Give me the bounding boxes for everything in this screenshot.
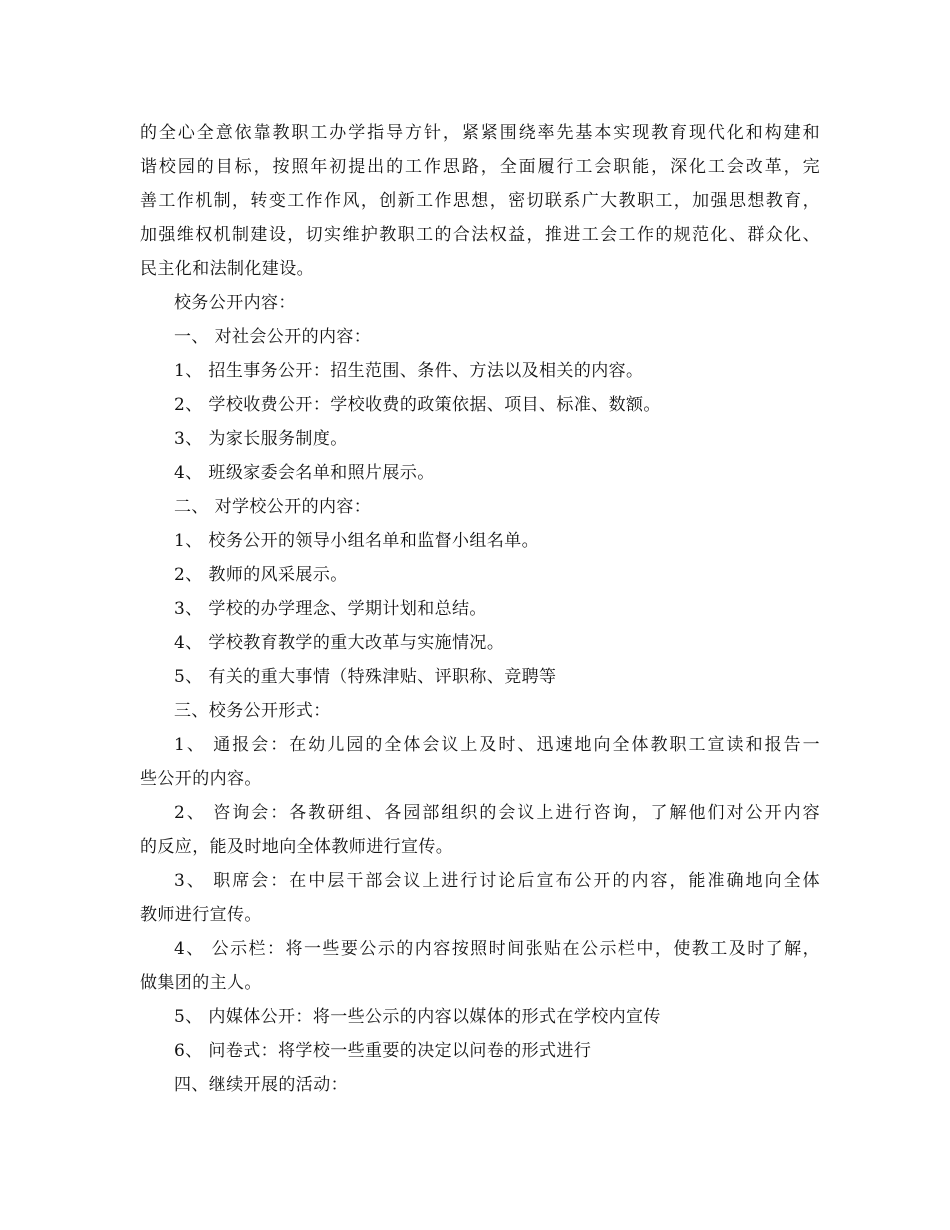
- list-item: 2、 教师的风采展示。: [174, 565, 348, 585]
- section-heading: 校务公开内容：: [174, 293, 296, 313]
- paragraph-line: 3、 职席会：在中层干部会议上进行讨论后宣布公开的内容，能准确地向全体: [174, 871, 820, 891]
- section2-title: 二、 对学校公开的内容：: [174, 497, 372, 517]
- paragraph-line: 做集团的主人。: [140, 973, 262, 993]
- paragraph-line: 教师进行宣传。: [140, 905, 262, 925]
- paragraph-line: 1、 通报会：在幼儿园的全体会议上及时、迅速地向全体教职工宣读和报告一: [174, 735, 820, 755]
- list-item: 5、 内媒体公开：将一些公示的内容以媒体的形式在学校内宣传: [174, 1007, 661, 1027]
- section3-title: 三、校务公开形式：: [174, 701, 331, 721]
- list-item: 1、 校务公开的领导小组名单和监督小组名单。: [174, 531, 540, 551]
- document-page: [140, 116, 820, 1102]
- list-item: 3、 为家长服务制度。: [174, 429, 348, 449]
- paragraph-line: 4、 公示栏：将一些要公示的内容按照时间张贴在公示栏中，使教工及时了解，: [174, 939, 820, 959]
- list-item: 3、 学校的办学理念、学期计划和总结。: [174, 599, 487, 619]
- intro-line: 善工作机制，转变工作作风，创新工作思想，密切联系广大教职工，加强思想教育，: [140, 191, 820, 211]
- list-item: 1、 招生事务公开：招生范围、条件、方法以及相关的内容。: [174, 361, 644, 381]
- section1-title: 一、 对社会公开的内容：: [174, 327, 372, 347]
- list-item: 2、 学校收费公开：学校收费的政策依据、项目、标准、数额。: [174, 395, 661, 415]
- list-item: 6、 问卷式：将学校一些重要的决定以问卷的形式进行: [174, 1041, 592, 1061]
- paragraph-line: 些公开的内容。: [140, 769, 262, 789]
- list-item: 4、 班级家委会名单和照片展示。: [174, 463, 435, 483]
- list-item: 5、 有关的重大事情（特殊津贴、评职称、竞聘等: [174, 667, 557, 687]
- intro-line: 的全心全意依靠教职工办学指导方针，紧紧围绕率先基本实现教育现代化和构建和: [140, 123, 820, 143]
- intro-line: 民主化和法制化建设。: [140, 259, 314, 279]
- intro-line: 谐校园的目标，按照年初提出的工作思路，全面履行工会职能，深化工会改革，完: [140, 157, 820, 177]
- paragraph-line: 的反应，能及时地向全体教师进行宣传。: [140, 837, 454, 857]
- intro-line: 加强维权机制建设，切实维护教职工的合法权益，推进工会工作的规范化、群众化、: [140, 225, 820, 245]
- paragraph-line: 2、 咨询会：各教研组、各园部组织的会议上进行咨询，了解他们对公开内容: [174, 803, 820, 823]
- list-item: 4、 学校教育教学的重大改革与实施情况。: [174, 633, 505, 653]
- section4-title: 四、继续开展的活动：: [174, 1075, 348, 1095]
